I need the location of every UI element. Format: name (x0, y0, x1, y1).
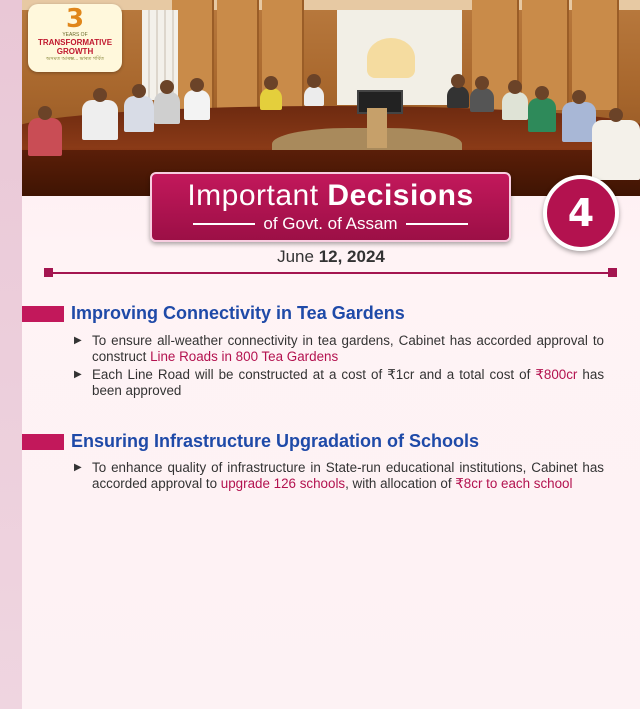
logo-line2: GROWTH (56, 47, 94, 56)
bullet-text: To ensure all-weather connectivity in tea gardens, Cabinet has accorded approval to construct (92, 333, 604, 364)
divider-dot-right (608, 268, 617, 277)
bullet-item (74, 333, 604, 365)
bullet-item (74, 367, 604, 399)
divider-dot-left (44, 268, 53, 277)
issue-number-badge: 4 (543, 175, 619, 251)
logo-tagline: অসমত আৰম্ভ... ভাৰত গৰ্বিত (45, 56, 105, 62)
banner-title (152, 178, 509, 214)
banner-line-left (193, 223, 255, 225)
triangle-bullet-icon: ▶ (74, 335, 82, 346)
bullet-highlight: upgrade 126 schools (220, 476, 346, 491)
left-border-strip (0, 0, 22, 709)
section-marker (22, 434, 64, 450)
triangle-bullet-icon: ▶ (74, 462, 82, 473)
date-day-year: 12, 2024 (318, 247, 385, 266)
section-marker (22, 306, 64, 322)
logo-line1: TRANSFORMATIVE (37, 38, 113, 47)
bullet-text: To enhance quality of infrastructure in State-run educational institutions, Cabinet has accorded approval to (92, 460, 604, 491)
section-title-tea-gardens: Improving Connectivity in Tea Gardens (71, 303, 405, 323)
triangle-bullet-icon: ▶ (74, 369, 82, 380)
banner-line-right (406, 223, 468, 225)
cabinet-meeting-photo (22, 0, 640, 196)
bullet-text: Each Line Road will be constructed at a cost of ₹1cr and a total cost of (92, 367, 536, 382)
banner-title-bold: Decisions (327, 179, 474, 212)
date-month: June (277, 247, 314, 266)
logo-small-text: YEARS OF (62, 32, 88, 38)
section-title-schools: Ensuring Infrastructure Upgradation of Schools (71, 431, 480, 451)
bullet-text-after: , with allocation of (345, 476, 456, 491)
banner-title-regular: Important (187, 179, 319, 212)
bullet-highlight-2: ₹8cr to each school (455, 476, 573, 491)
banner-subtitle: of Govt. of Assam (263, 214, 398, 233)
bullet-text-after: has been approved (92, 367, 605, 398)
infographic-card (22, 0, 640, 709)
3-years-transformative-growth-logo (28, 4, 122, 72)
bullet-item (74, 460, 604, 492)
bullet-highlight: ₹800cr (535, 367, 578, 382)
title-banner (150, 172, 511, 242)
bullet-highlight: Line Roads in 800 Tea Gardens (150, 349, 339, 364)
logo-number: 3 (65, 4, 85, 34)
divider-rule (48, 272, 612, 274)
date-line (22, 247, 640, 267)
